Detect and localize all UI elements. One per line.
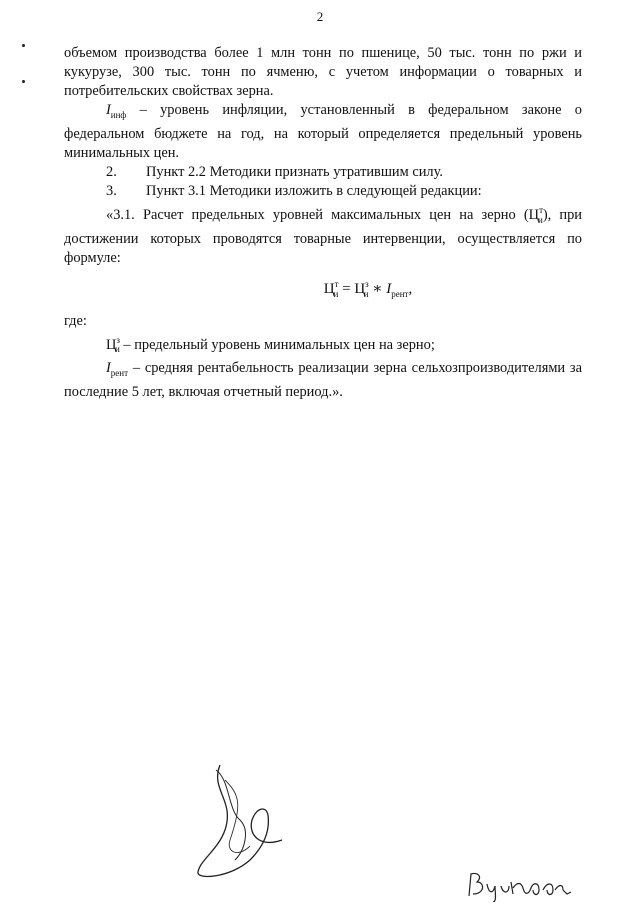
margin-dot: [22, 44, 25, 47]
formula-tail: ,: [408, 280, 413, 297]
item-2: [64, 163, 582, 182]
item-3-number: 3.: [106, 182, 117, 199]
clause-3-1: [64, 201, 582, 268]
formula-rhs-sub: и: [363, 288, 369, 299]
definition-profitability: [64, 359, 582, 402]
formula-rhs: Ц: [354, 280, 366, 297]
def1-symbol: Ц: [106, 336, 117, 353]
formula-op: ∗: [368, 280, 387, 297]
def1-sub: и: [114, 344, 120, 355]
item-3: [64, 182, 582, 201]
where-label: где:: [64, 312, 87, 329]
page-number: 2: [316, 9, 324, 24]
definition-min-price: [64, 331, 582, 360]
formula-var-sub: рент: [391, 288, 409, 299]
def1-sup: з: [116, 334, 120, 345]
item-3-text: Пункт 3.1 Методики изложить в следующей редакции:: [146, 182, 482, 199]
formula-lhs-sup: т: [334, 278, 339, 289]
inflation-symbol: I: [106, 102, 111, 118]
document-body: [64, 44, 582, 402]
clause-3-1-end: ), при достижении которых проводятся товарные интервенции, осуществляется по формуле:: [64, 206, 582, 266]
inflation-text: – уровень инфляции, установленный в федеральном законе о федеральном бюджете на год, на который определяется предельный уровень минимальных цен.: [64, 102, 582, 161]
handwritten-note: [463, 868, 573, 902]
def2-sub: рент: [110, 368, 129, 379]
formula-rhs-sup: з: [365, 278, 369, 289]
inflation-definition: [64, 101, 582, 163]
def2-symbol: I: [106, 360, 111, 377]
item-2-number: 2.: [106, 163, 117, 180]
formula-var: I: [386, 280, 392, 297]
formula-lhs-sub: и: [333, 288, 339, 299]
def1-text: – предельный уровень минимальных цен на зерно;: [119, 336, 435, 353]
clause-price-sub: и: [538, 214, 543, 225]
formula-eq: =: [338, 280, 355, 297]
def2-text: – средняя рентабельность реализации зерна сельхозпроизводителями за последние 5 лет, включая отчетный период.».: [64, 360, 582, 401]
clause-3-1-start: «3.1. Расчет предельных уровней максимальных цен на зерно (Ц: [106, 206, 540, 223]
item-2-text: Пункт 2.2 Методики признать утратившим силу.: [146, 163, 443, 180]
inflation-subscript: инф: [110, 109, 127, 120]
price-formula: [154, 275, 582, 304]
formula-lhs: Ц: [323, 280, 335, 297]
signature: [190, 760, 290, 880]
clause-price-sup: т: [539, 204, 543, 215]
paragraph-continued: объемом производства более 1 млн тонн по пшенице, 50 тыс. тонн по ржи и кукурузе, 300 тыс. тонн по ячменю, с учетом информации о товарных и потребительских свойствах зерна.: [64, 45, 582, 99]
margin-dot: [22, 80, 25, 83]
